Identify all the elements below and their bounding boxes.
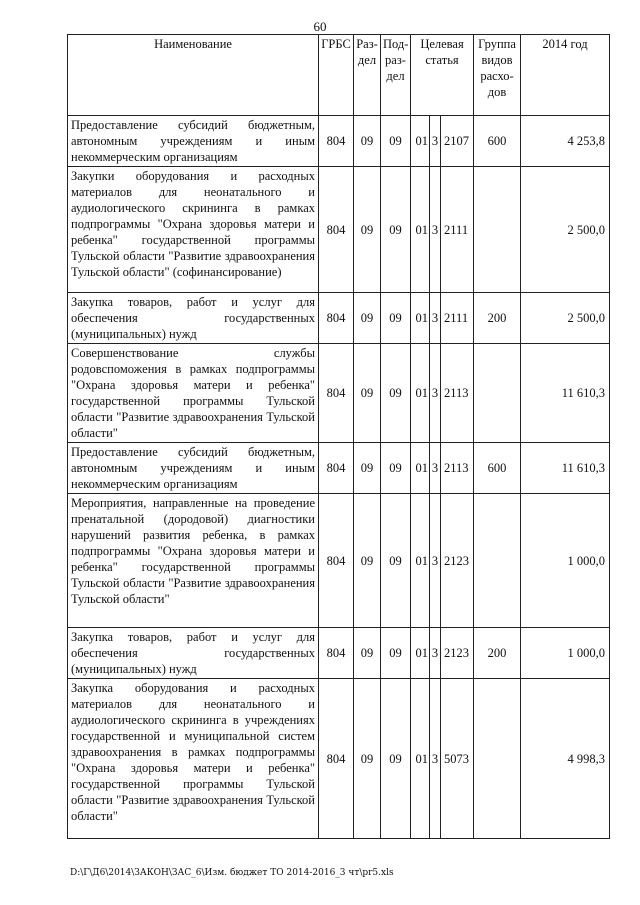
header-razdel: Раз- дел — [354, 35, 381, 116]
cell-razdel: 09 — [354, 116, 381, 167]
cell-celevaya-1: 01 — [411, 494, 430, 628]
cell-gruppa: 600 — [474, 116, 521, 167]
table-row — [68, 494, 610, 628]
cell-amount: 1 000,0 — [521, 494, 610, 628]
table-row — [68, 116, 610, 167]
cell-amount: 2 500,0 — [521, 167, 610, 293]
table-row — [68, 679, 610, 839]
cell-celevaya-2: 3 — [430, 494, 441, 628]
cell-celevaya-2: 3 — [430, 344, 441, 443]
cell-celevaya-2: 3 — [430, 679, 441, 839]
cell-razdel: 09 — [354, 344, 381, 443]
cell-podrazdel: 09 — [381, 167, 411, 293]
budget-table — [67, 34, 610, 839]
table-row — [68, 628, 610, 679]
cell-razdel: 09 — [354, 443, 381, 494]
table-row — [68, 167, 610, 293]
table-row — [68, 293, 610, 344]
cell-amount: 11 610,3 — [521, 344, 610, 443]
cell-grbs: 804 — [319, 344, 354, 443]
cell-name: Мероприятия, направленные на проведение пренатальной (дородовой) диагностики нарушений развития ребенка, в рамках подпрограммы "Охрана здоровья матери и ребенка" государственной программы Тульской области "Развитие здравоохранения Тульской области" — [68, 494, 319, 628]
cell-name: Закупка товаров, работ и услуг для обеспечения государственных (муниципальных) нужд — [68, 293, 319, 344]
cell-amount: 2 500,0 — [521, 293, 610, 344]
cell-razdel: 09 — [354, 679, 381, 839]
cell-celevaya-3: 2111 — [441, 293, 474, 344]
cell-name: Закупка оборудования и расходных материалов для неонатального и аудиологического скрининга в учреждениях государственной и муниципальной систем здравоохранения в рамках подпрограммы "Охрана здоровья матери и ребенка" государственной программы Тульской области "Развитие здравоохранения Тульской области" — [68, 679, 319, 839]
cell-podrazdel: 09 — [381, 344, 411, 443]
cell-celevaya-1: 01 — [411, 167, 430, 293]
cell-amount: 4 253,8 — [521, 116, 610, 167]
cell-celevaya-3: 2123 — [441, 494, 474, 628]
cell-name: Закупка товаров, работ и услуг для обеспечения государственных (муниципальных) нужд — [68, 628, 319, 679]
table-row — [68, 443, 610, 494]
cell-celevaya-2: 3 — [430, 167, 441, 293]
cell-celevaya-3: 5073 — [441, 679, 474, 839]
cell-podrazdel: 09 — [381, 443, 411, 494]
header-podrazdel: Под- раз- дел — [381, 35, 411, 116]
cell-celevaya-2: 3 — [430, 116, 441, 167]
cell-razdel: 09 — [354, 494, 381, 628]
cell-gruppa — [474, 344, 521, 443]
cell-name: Совершенствование службы родовспоможения в рамках подпрограммы "Охрана здоровья матери и ребенка" государственной программы Тульской области "Развитие здравоохранения Тульской области" — [68, 344, 319, 443]
cell-grbs: 804 — [319, 443, 354, 494]
cell-celevaya-1: 01 — [411, 344, 430, 443]
cell-grbs: 804 — [319, 628, 354, 679]
cell-grbs: 804 — [319, 116, 354, 167]
cell-grbs: 804 — [319, 679, 354, 839]
cell-celevaya-3: 2113 — [441, 443, 474, 494]
cell-celevaya-3: 2113 — [441, 344, 474, 443]
cell-gruppa: 200 — [474, 628, 521, 679]
cell-name: Предоставление субсидий бюджетным, автономным учреждениям и иным некоммерческим организациям — [68, 116, 319, 167]
cell-celevaya-1: 01 — [411, 679, 430, 839]
cell-grbs: 804 — [319, 167, 354, 293]
cell-gruppa — [474, 167, 521, 293]
cell-podrazdel: 09 — [381, 679, 411, 839]
header-name: Наименование — [68, 35, 319, 116]
cell-celevaya-3: 2123 — [441, 628, 474, 679]
cell-celevaya-2: 3 — [430, 628, 441, 679]
cell-name: Закупки оборудования и расходных материалов для неонатального и аудиологического скрининга в рамках подпрограммы "Охрана здоровья матери и ребенка" государственной программы Тульской области "Развитие здравоохранения Тульской области" (софинансирование) — [68, 167, 319, 293]
cell-grbs: 804 — [319, 293, 354, 344]
cell-name: Предоставление субсидий бюджетным, автономным учреждениям и иным некоммерческим организациям — [68, 443, 319, 494]
cell-gruppa — [474, 679, 521, 839]
cell-celevaya-1: 01 — [411, 116, 430, 167]
header-grbs: ГРБС — [319, 35, 354, 116]
cell-celevaya-3: 2111 — [441, 167, 474, 293]
cell-amount: 4 998,3 — [521, 679, 610, 839]
cell-gruppa: 200 — [474, 293, 521, 344]
table-header-row — [68, 35, 610, 116]
header-gruppa: Группа видов расхо- дов — [474, 35, 521, 116]
cell-amount: 1 000,0 — [521, 628, 610, 679]
page-number: 60 — [313, 19, 327, 34]
table-row — [68, 344, 610, 443]
cell-celevaya-2: 3 — [430, 293, 441, 344]
cell-podrazdel: 09 — [381, 293, 411, 344]
cell-razdel: 09 — [354, 167, 381, 293]
cell-grbs: 804 — [319, 494, 354, 628]
header-celevaya: Целевая статья — [411, 35, 474, 116]
cell-celevaya-2: 3 — [430, 443, 441, 494]
cell-celevaya-1: 01 — [411, 293, 430, 344]
cell-celevaya-3: 2107 — [441, 116, 474, 167]
cell-amount: 11 610,3 — [521, 443, 610, 494]
cell-gruppa: 600 — [474, 443, 521, 494]
cell-podrazdel: 09 — [381, 116, 411, 167]
cell-razdel: 09 — [354, 293, 381, 344]
cell-celevaya-1: 01 — [411, 443, 430, 494]
cell-celevaya-1: 01 — [411, 628, 430, 679]
cell-podrazdel: 09 — [381, 494, 411, 628]
file-path-footer: D:\Г\Д6\2014\ЗАКОН\ЗАС_6\Изм. бюджет ТО 2014-2016_3 чт\pr5.xls — [70, 868, 394, 878]
cell-podrazdel: 09 — [381, 628, 411, 679]
header-year: 2014 год — [521, 35, 610, 116]
cell-gruppa — [474, 494, 521, 628]
cell-razdel: 09 — [354, 628, 381, 679]
